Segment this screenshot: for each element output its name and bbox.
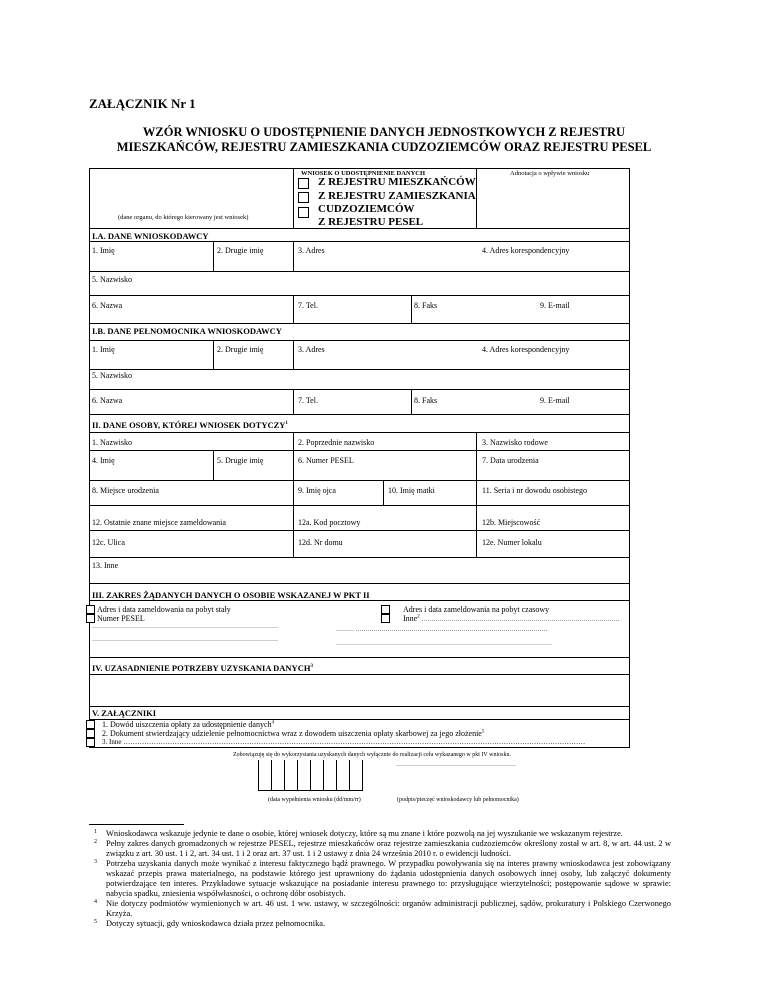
date-label: (data wypełnienia wniosku (dd/mm/rr) <box>268 797 361 803</box>
section-v-title: V. ZAŁĄCZNIKI <box>92 708 157 718</box>
annex-title: ZAŁĄCZNIK Nr 1 <box>89 96 196 111</box>
annotation-label: Adnotacja o wpływie wniosku <box>510 170 590 177</box>
ia-corr-address-label: 4. Adres korespondencyjny <box>482 246 570 255</box>
ii-postcode-label: 12a. Kod pocztowy <box>298 518 361 527</box>
ia-tel-label: 7. Tel. <box>298 301 318 310</box>
ii-second-name-label: 5. Drugie imię <box>217 456 264 465</box>
ia-first-name-label: 1. Imię <box>92 246 115 255</box>
attachment-other-checkbox[interactable] <box>86 738 95 747</box>
pesel-number-checkbox[interactable] <box>86 614 95 623</box>
perm-address-label: Adres i data zameldowania na pobyt stały <box>97 605 231 614</box>
dots-left-2: ………………………………………………………………………………… <box>92 637 278 643</box>
ii-house-no-label: 12d. Nr domu <box>298 538 343 547</box>
ii-birth-place-label: 8. Miejsce urodzenia <box>92 486 159 495</box>
signature-label: (podpis/pieczęć wnioskodawcy lub pełnomocnika) <box>397 797 519 803</box>
ii-father-name-label: 9. Imię ojca <box>298 486 336 495</box>
ii-id-card-label: 11. Seria i nr dowodu osobistego <box>482 486 588 495</box>
section-iv-title: IV. UZASADNIENIE POTRZEBY UZYSKANIA DANYCH$^3$ <box>92 663 313 673</box>
other-data-checkbox[interactable] <box>381 614 390 623</box>
main-title-line2: MIESZKAŃCÓW, REJESTRU ZAMIESZKANIA CUDZOZIEMCÓW ORAZ REJESTRU PESEL <box>116 140 652 154</box>
section-ii-title: II. DANE OSOBY, KTÓREJ WNIOSEK DOTYCZY$^1$ <box>92 420 288 430</box>
ii-family-name-label: 3. Nazwisko rodowe <box>482 438 548 447</box>
ib-address-label: 3. Adres <box>298 345 325 354</box>
register-foreigners-checkbox[interactable] <box>298 192 309 203</box>
pesel-number-label: Numer PESEL <box>97 614 145 623</box>
ib-surname-label: 5. Nazwisko <box>92 371 132 380</box>
ib-first-name-label: 1. Imię <box>92 345 115 354</box>
register-option-foreigners-cont: CUDZOZIEMCÓW <box>318 203 415 215</box>
authority-label: (dane organu, do którego kierowany jest wniosek) <box>118 214 249 221</box>
register-residents-checkbox[interactable] <box>298 178 309 189</box>
ii-last-residence-label: 12. Ostatnie znane miejsce zameldowania <box>92 518 226 527</box>
temp-address-label: Adres i data zameldowania na pobyt czasowy <box>403 605 550 614</box>
attachment-proxy-checkbox[interactable] <box>86 729 95 738</box>
commitment-text: Zobowiązuję się do wykorzystania uzyskanych danych wyłącznie do realizacji celu wykazanego w pkt IV wniosku. <box>233 752 511 758</box>
section-ib-title: I.B. DANE PEŁNOMOCNIKA WNIOSKODAWCY <box>92 326 282 336</box>
request-label: WNIOSEK O UDOSTĘPNIENIE DANYCH <box>301 170 426 177</box>
signature-line[interactable]: …………………………………………………… <box>396 762 516 768</box>
ii-prev-surname-label: 2. Poprzednie nazwisko <box>298 438 375 447</box>
other-data-label: Inne$^2$ ……………………………………………………………………………………… <box>403 614 620 623</box>
register-pesel-checkbox[interactable] <box>298 207 309 218</box>
attachment-other-label: 3. Inne ……………………………………………………………………………………………………………………………………………………………………………… <box>102 738 586 746</box>
ia-surname-label: 5. Nazwisko <box>92 275 132 284</box>
ib-name-label: 6. Nazwa <box>92 396 123 405</box>
dots-right-2: ……………………………………………………………………………………………… <box>336 641 552 647</box>
footnote-5: Dotyczy sytuacji, gdy wnioskodawca działa przez pełnomocnika. <box>106 919 326 928</box>
attachment-proxy-label: 2. Dokument stwierdzający udzielenie pełnomocnictwa wraz z dowodem uiszczenia opłaty skarbowej za jego złożenie$^5$ <box>102 729 485 738</box>
ia-email-label: 9. E-mail <box>540 301 570 310</box>
attachment-fee-label: 1. Dowód uiszczenia opłaty za udostępnienie danych$^4$ <box>102 720 274 729</box>
main-title-line1: WZÓR WNIOSKU O UDOSTĘPNIENIE DANYCH JEDNOSTKOWYCH Z REJESTRU <box>142 125 626 139</box>
ii-other-label: 13. Inne <box>92 561 119 570</box>
ia-fax-label: 8. Faks <box>414 301 438 310</box>
ii-first-name-label: 4. Imię <box>92 456 115 465</box>
attachment-fee-checkbox[interactable] <box>86 720 95 729</box>
register-option-foreigners: Z REJESTRU ZAMIESZKANIA <box>318 190 476 202</box>
ia-second-name-label: 2. Drugie imię <box>217 246 264 255</box>
section-ia-title: I.A. DANE WNIOSKODAWCY <box>92 231 209 241</box>
footnote-4: Nie dotyczy podmiotów wymienionych w art. 46 ust. 1 ww. ustawy, w szczególności: organów administracji publicznej, sądów, prokuratury i Polskiego Czerwonego Krzyża. <box>106 899 671 918</box>
ii-flat-no-label: 12e. Numer lokalu <box>482 538 542 547</box>
ib-corr-address-label: 4. Adres korespondencyjny <box>482 345 570 354</box>
ib-fax-label: 8. Faks <box>414 396 438 405</box>
ii-birth-date-label: 7. Data urodzenia <box>482 456 539 465</box>
ii-surname-label: 1. Nazwisko <box>92 438 132 447</box>
footnote-3: Potrzeba uzyskania danych może wynikać z interesu faktycznego bądź prawnego. W przypadku powoływania się na interes prawny wnioskodawca jest zobowiązany wskazać przepis prawa materialnego, na podstawie którego jest uprawniony do żądania udostępnienia danych osobowych innej osoby, lub załączyć dokumenty potwierdzające ten interes. Przykładowe sytuacje wskazujące na posiadanie interesu prawnego to: przysługujące wierzytelności; postępowanie sądowe w sprawie: nabycia spadku, zniesienia współwłasności, o ochronę dóbr osobistych. <box>106 859 671 898</box>
footnote-2: Pełny zakres danych gromadzonych w rejestrze PESEL, rejestrze mieszkańców oraz rejestrze zamieszkania cudzoziemców określony został w art. 8, w art. 44 ust. 2 w związku z art. 30 ust. 1 i 2, art. 34 ust. 1 i 2 oraz art. 37 ust. 1 i 2 ustawy z dnia 24 września 2010 r. o ewidencji ludności. <box>106 839 671 858</box>
register-option-pesel: Z REJESTRU PESEL <box>318 216 424 228</box>
ib-email-label: 9. E-mail <box>540 396 570 405</box>
dots-left-1: ………………………………………………………………………………… <box>92 624 278 630</box>
section-iii-title: III. ZAKRES ŻĄDANYCH DANYCH O OSOBIE WSKAZANEJ W PKT II <box>92 590 370 600</box>
register-option-residents: Z REJESTRU MIESZKAŃCÓW <box>318 176 476 188</box>
ia-name-label: 6. Nazwa <box>92 301 123 310</box>
ii-mother-name-label: 10. Imię matki <box>388 486 435 495</box>
ib-tel-label: 7. Tel. <box>298 396 318 405</box>
ii-street-label: 12c. Ulica <box>92 538 125 547</box>
dots-right-1: ……… …………………………………………………………………………………… <box>336 627 548 633</box>
ia-address-label: 3. Adres <box>298 246 325 255</box>
ii-pesel-label: 6. Numer PESEL <box>298 456 354 465</box>
ib-second-name-label: 2. Drugie imię <box>217 345 264 354</box>
perm-address-checkbox[interactable] <box>86 605 95 614</box>
main-title <box>0 125 768 155</box>
temp-address-checkbox[interactable] <box>381 605 390 614</box>
footnote-1: Wnioskodawca wskazuje jedynie te dane o osobie, której wniosek dotyczy, które są mu znane i które pozwolą na jej wyszukanie we wskazanym rejestrze. <box>106 829 623 838</box>
ii-town-label: 12b. Miejscowość <box>482 518 541 527</box>
